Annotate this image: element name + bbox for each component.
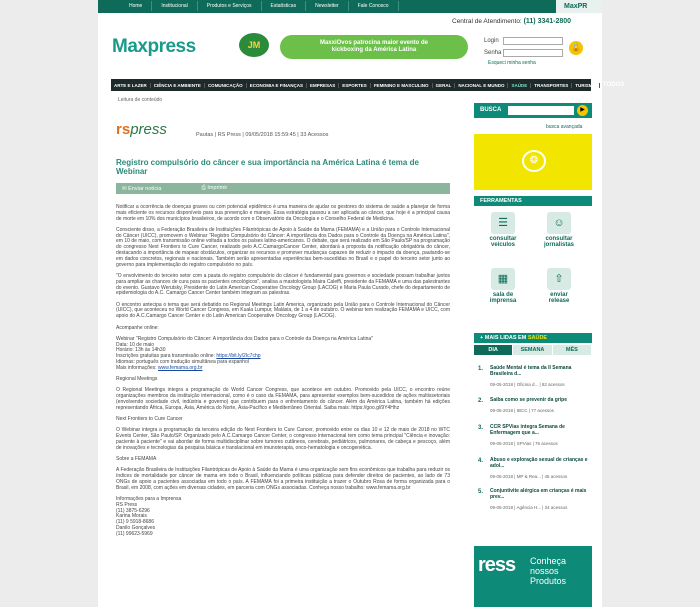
nav-arte[interactable]: ARTE E LAZER: [111, 83, 151, 88]
item-meta: 09-05-2018 | Oficina d... | 82 acessos: [490, 382, 565, 387]
maxpr-logo[interactable]: MaxPR: [556, 0, 602, 13]
nav-esportes[interactable]: ESPORTES: [339, 83, 371, 88]
top-link-home[interactable]: Home: [120, 1, 152, 11]
item-title[interactable]: Saúde Mental é tema da II Semana Brasileira d...: [490, 365, 572, 377]
paragraph: O Regional Meetings integra a programação do World Cancer Congress, que acontece em outubro. Promovido pela UICC, o encontro reúne organizações membros da instituição internacional, como é o caso da FEMAMA, para apresentar exemplos bem-sucedidos de ações multissetoriais (envolvendo sociedade civil, indústria e governo) que contribuem para o enfrentamento do câncer. Além da América Latina, também há edições representando África, Europa, Ásia, América do Norte, Ásia-Pacífico e Mediterrâneo Oriental. Saiba mais: https://goo.gl/9Y4Hhz: [116, 387, 450, 411]
central-atendimento: [452, 18, 571, 25]
paragraph: A Federação Brasileira de Instituições Filantrópicas de Apoio à Saúde da Mama é uma organização sem fins econômicos que trabalha para reduzir os índices de mortalidade por câncer de mama em todo o Brasil, influenciando políticas públicas para defender direitos de pacientes, ao lado de 73 ONGs de apoio a pacientes associadas em todo o país. A FEMAMA foi a primeira instituição a trazer o Outubro Rosa de forma organizada para o Brasil, em 2008, com ações em diversas cidades, em parceria com ONGs associadas. Conheça nosso trabalho: www.femama.org.br: [116, 467, 450, 491]
press-title: Informações para a Imprensa: [116, 496, 182, 503]
breadcrumb: Leitura de conteúdo: [118, 97, 163, 103]
nav-feminino[interactable]: FEMININO E MASCULINO: [371, 83, 433, 88]
tab-dia[interactable]: DIA: [474, 345, 513, 355]
nav-turismo[interactable]: TURISMO: [572, 83, 600, 88]
promo-line-2: nossos: [530, 566, 559, 576]
nav-economia[interactable]: ECONOMIA E FINANÇAS: [247, 83, 307, 88]
nav-comunicacao[interactable]: COMUNICAÇÃO: [205, 83, 247, 88]
nav-nacional[interactable]: NACIONAL E MUNDO: [455, 83, 508, 88]
paragraph: Acompanhe online:: [116, 324, 159, 331]
webinar-line: Horário: 13h às 14h30: [116, 347, 166, 354]
item-meta: 09-05-2018 | SPVias | 75 acessos: [490, 441, 558, 446]
yellow-ad[interactable]: [474, 134, 592, 190]
central-phone: (11) 3341-2800: [523, 18, 572, 25]
top-link-newsletter[interactable]: Newsletter: [306, 1, 349, 11]
most-read-title: + MAIS LIDAS EM: [480, 335, 527, 341]
section-title: Regional Meetings: [116, 376, 158, 383]
top-link-institucional[interactable]: Institucional: [152, 1, 197, 11]
tool-label-2: imprensa: [489, 298, 517, 304]
nav-geral[interactable]: GERAL: [433, 83, 456, 88]
article-meta: Pautas | RS Press | 09/05/2018 15:59:45 | 33 Acessos: [196, 132, 329, 138]
top-links: [120, 1, 399, 11]
paragraph: Consciente disso, a Federação Brasileira de Instituições Filantrópicas de Apoio à Saúde da Mama (FEMAMA) e a União para o Controle Internacional do Câncer (UICC), promovem o Webinar "Registro Compulsório do Câncer: A importância dos Dados para o Controle da Doença na América Latina", em 10 de maio, com transmissão online voltada a todos os países latino-americanos. O debate, que será realizado em São Paulo/SP na programação do congresso Next Frontiers to Cure Cancer, realizado pelo A.C.CamargoCancer Center, abordará a proposta da notificação obrigatória do câncer, destacando a importância de mapear obstáculos, organizar os recursos e promover mudanças capazes de reduzir o impacto da doença, pautando-se em dados concretos, regionais e nacionais. Também serão apresentadas experiências bem-sucedidas no Brasil e o papel do terceiro setor junto ao governo para implementação do registro compulsório no país.: [116, 226, 450, 268]
products-promo[interactable]: [474, 546, 592, 607]
webinar-line: Inscrições gratuitas para transmissão online:: [116, 353, 215, 360]
rspress-pre: rs: [116, 121, 131, 138]
signup-link[interactable]: https://bit.ly/2Ic7chp: [216, 353, 261, 360]
paragraph: O Webinar integra a programação da terceira edição do Next Frontiers to Cure Cancer, promovido entre os dias 10 e 12 de maio de 2018 no WTC Events Center, São Paulo/SP. Organizado pelo A.C.Camargo Cancer Center, o congresso internacional tem como tema principal "Ciência e inovação: paciente à paciente" e vai abordar de forma multidisciplinar sobre tumores cutâneos, cerebrais, pediátricos, pulmonares, de cabeça e pescoço, além de inovações e tecnologias da pesquisa básica e translacional em imunoterapia, onco-hematologia e oncogenética.: [116, 427, 450, 451]
paragraph: "O envolvimento do terceiro setor com a pauta do registro compulsório do câncer é fundamental para governos e sociedade possam trabalhar juntos para ampliar as chances de cura para os pacientes oncológicos", analisa a mastologista Maira Caleffi, presidente da FEMAMA e uma das palestrantes do evento. Gustavo Werutsky, Presidente do Latin American Cooperative Oncology Group (LACOG) e Maria Paula Curado, chefe do departamento de epidemiologia do A.C. Camargo Cancer Center também integram as palestras.: [116, 272, 450, 297]
webinar-line: Idiomas: português com tradução simultânea para espanhol: [116, 359, 249, 366]
search-label: BUSCA: [480, 107, 502, 113]
tool-label-2: veículos: [490, 242, 515, 248]
nav-transportes[interactable]: TRANSPORTES: [531, 83, 572, 88]
paragraph: Notificar a ocorrência de doenças graves ou com potencial epidêmico é uma maneira de ajudar os gestores do sistema de saúde a planejar de forma mais eficiente os recursos disponíveis para sua prevenção e manejo. Essa estratégia passou a ser aplicada ao câncer, que hoje é a principal causa de morte em 10% dos municípios brasileiros, de acordo com o Observatório da Oncologia e o Conselho Federal de Medicina.: [116, 204, 450, 222]
press-contacts: [116, 497, 450, 538]
press-line: RS Press: [116, 501, 138, 508]
maxpress-logo[interactable]: Maxpress: [112, 36, 196, 57]
promo-line-1: Conheça: [530, 556, 567, 566]
section-title: Sobre a FEMAMA: [116, 456, 157, 463]
list-item[interactable]: [476, 489, 592, 519]
megaphone-icon: ❂: [522, 150, 546, 172]
banner-line-1: MaxxiOvos patrocina maior evento de: [319, 40, 429, 46]
info-link[interactable]: www.femama.org.br: [157, 364, 203, 371]
tool-label: [478, 292, 528, 304]
search-box: [474, 103, 592, 118]
promo-banner[interactable]: [280, 35, 468, 59]
list-item[interactable]: [476, 366, 592, 396]
tool-label-1: sala de: [492, 292, 514, 298]
newspaper-icon: ☰: [491, 212, 515, 234]
rspress-logo: [116, 121, 167, 138]
nav-saude[interactable]: SAÚDE: [508, 83, 531, 88]
promo-logo-text: ress: [478, 554, 516, 576]
category-nav: [111, 79, 625, 91]
item-title[interactable]: Conjuntivite alérgica em crianças é mais prev...: [490, 488, 587, 500]
jm-logo[interactable]: JM: [239, 33, 269, 57]
forgot-password-link[interactable]: Esqueci minha senha: [488, 60, 536, 66]
print-button[interactable]: ⎙ Imprimir: [201, 185, 228, 191]
article-body: [116, 205, 450, 543]
senha-label: Senha: [484, 50, 502, 56]
print-label: Imprimir: [207, 185, 228, 191]
tool-label-1: consultar: [489, 236, 517, 242]
advanced-search-link[interactable]: busca avançada: [546, 124, 583, 130]
tool-enviar-release[interactable]: [534, 268, 584, 304]
item-title[interactable]: Saiba como se prevenir da gripe: [490, 397, 567, 403]
tool-label: [534, 292, 584, 304]
article-title: Registro compulsório do câncer e sua importância na América Latina é tema de Webinar: [116, 158, 419, 176]
webinar-line: Data: 10 de maio: [116, 341, 155, 348]
nav-empresas[interactable]: EMPRESAS: [307, 83, 339, 88]
upload-icon: ⇧: [547, 268, 571, 290]
most-read-header: [474, 333, 592, 343]
list-item[interactable]: [476, 398, 592, 422]
item-meta: 09-05-2018 | IBCC | 77 acessos: [490, 408, 554, 413]
article-toolbar: [116, 183, 450, 194]
webinar-info: [116, 337, 450, 372]
tool-sala-imprensa[interactable]: [478, 268, 528, 304]
top-link-contato[interactable]: Fale Conosco: [349, 1, 399, 11]
paragraph: O encontro antecipa o tema que será debatido no Regional Meetings Latin America, organizado pela União para o Controle Internacional do Câncer (UICC), que aconteceu no World Cancer Congress, em Kuala Lumpur, Malásia, de 1 a 4 de outubro. O webinar tem realização FEMAMA e UICC, com apoio do A.C.Camargo Cancer Center e do Latin American Cooperative Oncology Group (LACOG).: [116, 301, 450, 320]
tool-label-1: enviar: [550, 292, 568, 298]
login-input[interactable]: [503, 37, 563, 45]
rank-number: 4.: [478, 458, 484, 464]
building-icon: ▦: [491, 268, 515, 290]
most-read-tag: SAÚDE: [527, 335, 548, 341]
item-title[interactable]: CCR SPVias integra Semana de Enfermagem que a...: [490, 424, 565, 436]
tool-label: [534, 236, 584, 248]
tool-label-2: release: [548, 298, 570, 304]
password-input[interactable]: [503, 49, 563, 57]
list-item[interactable]: [476, 425, 592, 455]
tab-semana[interactable]: SEMANA: [513, 345, 552, 355]
top-link-estatisticas[interactable]: Estatísticas: [262, 1, 307, 11]
send-news-label: Enviar notícia: [128, 185, 162, 192]
item-title[interactable]: Abuso e exploração sexual de crianças e adol...: [490, 457, 588, 469]
tool-label-1: consultar: [545, 236, 573, 242]
press-line: (11) 9 5918-8686: [116, 519, 154, 526]
tool-label: [478, 236, 528, 248]
top-link-produtos[interactable]: Produtos e Serviços: [198, 1, 262, 11]
press-line: (11) 99623-5969: [116, 530, 153, 537]
tool-label-2: jornalistas: [543, 242, 574, 248]
webinar-line: Webinar "Registro Compulsório do Câncer: A importância dos Dados para o Controle da Doença na América Latina": [116, 335, 373, 342]
most-read-tabs: [474, 345, 592, 355]
rspress-post: press: [130, 121, 167, 138]
press-line: Danilo Gonçalves: [116, 525, 156, 532]
send-news-button[interactable]: ✉ Enviar notícia: [122, 185, 162, 192]
search-go-icon[interactable]: ▶: [577, 105, 588, 116]
nav-todos[interactable]: TODOS: [603, 82, 625, 88]
search-input[interactable]: [508, 106, 574, 115]
central-label: Central de Atendimento:: [452, 18, 522, 25]
tool-consultar-jornalistas[interactable]: [534, 212, 584, 248]
section-title: Next Frontiers to Cure Cancer: [116, 416, 183, 423]
rank-number: 2.: [478, 398, 484, 404]
list-item[interactable]: [476, 458, 592, 488]
promo-line-3: Produtos: [530, 576, 567, 586]
press-line: (11) 3875-6296: [116, 507, 150, 514]
rank-number: 5.: [478, 489, 484, 495]
rank-number: 1.: [478, 366, 484, 372]
tools-header: FERRAMENTAS: [474, 196, 592, 206]
lock-icon[interactable]: 🔒: [569, 41, 583, 55]
rank-number: 3.: [478, 425, 484, 431]
people-icon: ☺: [547, 212, 571, 234]
banner-line-2: kickboxing da América Latina: [331, 47, 417, 53]
press-line: Karina Morais: [116, 513, 147, 520]
item-meta: 09-05-2018 | MP & Rea... | 45 acessos: [490, 474, 568, 479]
webinar-line: Mais informações:: [116, 364, 157, 371]
promo-text: [530, 556, 566, 586]
tool-consultar-veiculos[interactable]: [478, 212, 528, 248]
login-label: Login: [484, 38, 499, 44]
nav-ciencia[interactable]: CIÊNCIA E AMBIENTE: [151, 83, 205, 88]
tab-mes[interactable]: MÊS: [553, 345, 592, 355]
item-meta: 09-05-2018 | Agência H... | 34 acessos: [490, 505, 568, 510]
